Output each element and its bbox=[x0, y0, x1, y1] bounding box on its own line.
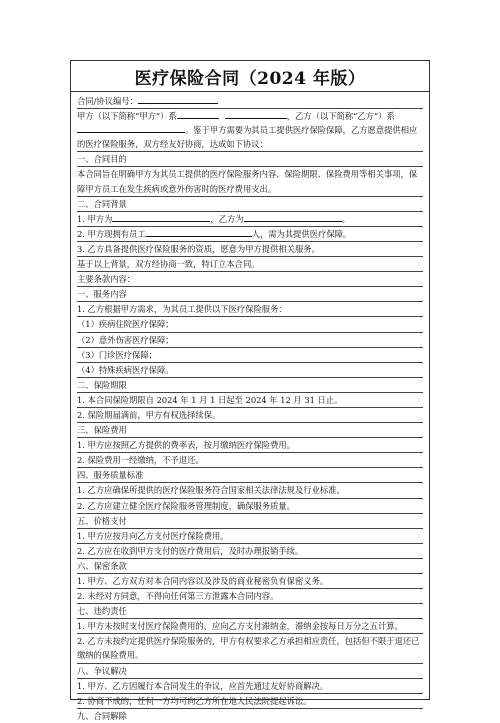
clause-7-title: 七、违约责任 bbox=[77, 604, 423, 619]
party-b-label: ，乙方（以下简称“乙方”）系 bbox=[286, 111, 395, 122]
clause-6-item-1: 1. 甲方、乙方双方对本合同内容以及涉及的商业秘密负有保密义务。 bbox=[77, 574, 423, 589]
party-b-blank bbox=[77, 123, 185, 133]
clause-9-title: 九、合同解除 bbox=[77, 710, 127, 721]
contract-number-line bbox=[77, 94, 423, 109]
clause-3-item-1: 1. 甲方应按照乙方提供的费率表，按月缴纳医疗保险费用。 bbox=[77, 438, 423, 453]
main-content-heading: 主要条款内容： bbox=[77, 272, 423, 287]
intro-text: 。鉴于甲方需要为其员工提供医疗保险保障，乙方愿意提供相应的医疗保险服务，双方经友好协商，达成如下协议： bbox=[77, 125, 418, 150]
contract-body bbox=[71, 92, 429, 723]
clause-7-item-2: 2. 乙方未按约定提供医疗保险服务的，甲方有权要求乙方承担相应责任，包括但不限于退还已缴纳的保险费用。 bbox=[77, 634, 423, 663]
party-intro bbox=[77, 109, 423, 151]
clause-4-title: 四、服务质量标准 bbox=[77, 468, 423, 483]
employee-count-blank bbox=[146, 227, 252, 237]
clause-8-item-1: 1. 甲方、乙方因履行本合同发生的争议，应首先通过友好协商解决。 bbox=[77, 679, 423, 694]
contract-number-label: 合同/协议编号： bbox=[77, 96, 138, 106]
clause-1-title: 一、服务内容 bbox=[77, 287, 423, 302]
clause-1-subitem-3: （3）门诊医疗保障； bbox=[77, 348, 423, 363]
clause-1-item-1: 1. 乙方根据甲方需求，为其员工提供以下医疗保险服务： bbox=[77, 302, 423, 317]
clause-5-item-1: 1. 甲方应按月向乙方支付医疗保险费用。 bbox=[77, 529, 423, 544]
contract-sheet bbox=[70, 60, 430, 721]
contract-number-blank bbox=[138, 94, 218, 104]
section-2-item-1: 1. 甲方为 ，乙方为 。 bbox=[77, 212, 423, 227]
party-a-blank-1 bbox=[177, 109, 219, 119]
clause-6-item-2: 2. 未经对方同意，不得向任何第三方泄露本合同内容。 bbox=[77, 589, 423, 604]
clause-1-subitem-4: （4）特殊疾病医疗保障。 bbox=[77, 363, 423, 378]
clause-1-subitem-2: （2）意外伤害医疗保障； bbox=[77, 333, 423, 348]
clause-8-title: 八、争议解决 bbox=[77, 664, 423, 679]
party-a-blank-2 bbox=[225, 109, 287, 119]
party-b-name-blank bbox=[244, 212, 342, 222]
clause-2-item-1: 1. 本合同保险期限自 2024 年 1 月 1 日起至 2024 年 12 月 31 日止。 bbox=[77, 393, 423, 408]
clause-8-item-2: 2. 协商不成的，任何一方均可向乙方所在地人民法院提起诉讼。 bbox=[77, 694, 423, 709]
section-2-title: 二、合同背景 bbox=[77, 197, 423, 212]
clause-6-title: 六、保密条款 bbox=[77, 559, 423, 574]
clause-4-item-2: 2. 乙方应建立健全医疗保险服务管理制度，确保服务质量。 bbox=[77, 499, 423, 514]
clause-2-item-2: 2. 保险期届满前，甲方有权选择续保。 bbox=[77, 408, 423, 423]
clause-3-item-2: 2. 保险费用一经缴纳，不予退还。 bbox=[77, 453, 423, 468]
clause-4-item-1: 1. 乙方应确保所提供的医疗保险服务符合国家相关法律法规及行业标准。 bbox=[77, 483, 423, 498]
section-1-body: 本合同旨在明确甲方为其员工提供的医疗保险服务内容、保险期限、保险费用等相关事项，保障甲方员工在发生疾病或意外伤害时的医疗费用支出。 bbox=[77, 167, 423, 196]
clause-3-title: 三、保险费用 bbox=[77, 423, 423, 438]
title-row bbox=[71, 61, 429, 92]
section-2-item-2: 2. 甲方现拥有员工 人，需为其提供医疗保障。 bbox=[77, 227, 423, 242]
clause-5-item-2: 2. 乙方应在收到甲方支付的医疗费用后，及时办理报销手续。 bbox=[77, 544, 423, 559]
section-1-title: 一、合同目的 bbox=[77, 151, 423, 167]
clause-2-title: 二、保险期限 bbox=[77, 378, 423, 393]
party-a-name-blank bbox=[112, 212, 210, 222]
section-2-basis: 基于以上背景，双方经协商一致，特订立本合同。 bbox=[77, 257, 423, 272]
clause-5-title: 五、价格支付 bbox=[77, 514, 423, 529]
clause-1-subitem-1: （1）疾病住院医疗保障； bbox=[77, 317, 423, 332]
party-a-label: 甲方（以下简称“甲方”）系 bbox=[77, 111, 177, 122]
section-2-item-3: 3. 乙方具备提供医疗保险服务的资质，愿意为甲方提供相关服务。 bbox=[77, 242, 423, 257]
clause-7-item-1: 1. 甲方未按时支付医疗保险费用的，应向乙方支付滞纳金，滞纳金按每日万分之五计算。 bbox=[77, 619, 423, 634]
contract-title: 医疗保险合同（2024 年版） bbox=[134, 68, 366, 89]
